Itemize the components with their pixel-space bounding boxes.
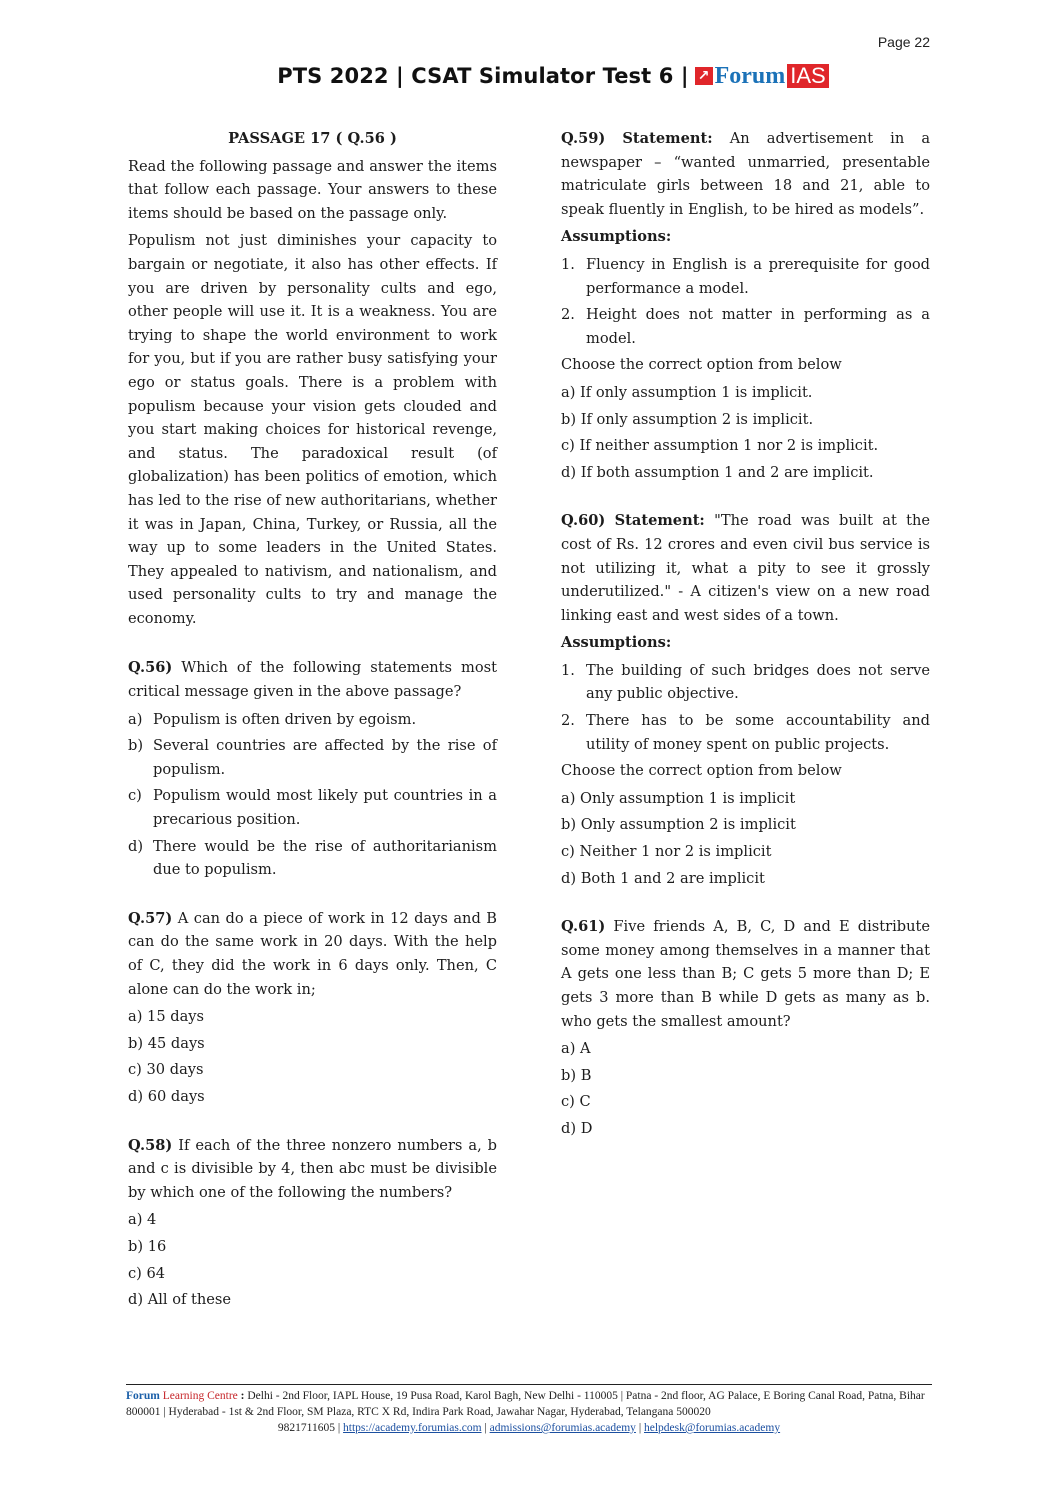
option-a[interactable]: a) 4 [128,1211,157,1229]
assumptions-label: Assumptions: [561,634,672,652]
question-61 [561,915,930,1140]
page-header [0,64,1058,88]
option-d[interactable]: d) 60 days [128,1087,205,1105]
question-text: If each of the three nonzero numbers a, b and c is divisible by 4, then abc must be divisible by which one of the following the numbers? [128,1136,497,1201]
option-b[interactable]: b) B [561,1066,592,1084]
assumption-2: 2. There has to be some accountability and utility of money spent on public projects. [561,712,930,753]
forumias-logo [695,64,829,88]
logo-forum-text: Forum [714,63,786,89]
option-c[interactable]: c) Populism would most likely put countries in a precarious position. [128,787,497,829]
choose-label: Choose the correct option from below [561,356,842,374]
option-b[interactable]: b) 45 days [128,1034,205,1052]
question-59 [561,127,930,484]
choose-label: Choose the correct option from below [561,762,842,780]
question-58 [128,1134,497,1312]
question-number: Q.60) [561,512,606,530]
footer-brand-learning-centre: Learning Centre [159,1390,238,1402]
footer-brand-forum: Forum [126,1390,160,1402]
question-text: Five friends A, B, C, D and E distribute some money among themselves in a manner that A gets one less than B; C gets 5 more than D; E gets 3 more than B while D gets as many as b. who gets the smallest amount? [561,918,930,1030]
footer-address-block: Forum Learning Centre : Delhi - 2nd Floor, IAPL House, 19 Pusa Road, Karol Bagh, New Delhi - 110005 | Patna - 2nd floor, AG Palace, E Boring Canal Road, Patna, Bihar 800001 | Hyderabad - 1st & 2nd Floor, SM Plaza, RTC X Rd, Indira Park Road, Jawahar Nagar, Hyderabad, Telangana 500020 [126,1390,925,1418]
passage-heading: PASSAGE 17 ( Q.56 ) [228,130,397,147]
footer-website-link[interactable]: https://academy.forumias.com [343,1422,482,1434]
arrow-icon: ↗ [695,67,713,85]
footer-helpdesk-email-link[interactable]: helpdesk@forumias.academy [644,1422,781,1434]
option-c[interactable]: c) Neither 1 nor 2 is implicit [561,843,772,861]
question-57 [128,907,497,1109]
right-column [561,127,930,1144]
option-c[interactable]: c) 64 [128,1264,166,1282]
option-d[interactable]: d) All of these [128,1291,232,1309]
statement-text: "The road was built at the cost of Rs. 12 crores and even civil bus service is not utilizing it, what a pity to see it grossly underutilized." - A citizen's view on a new road linking east and west sides of a town. [561,512,931,624]
question-60 [561,509,930,890]
option-c[interactable]: c) 30 days [128,1061,204,1079]
option-b[interactable]: b) 16 [128,1237,167,1255]
option-c[interactable]: c) If neither assumption 1 nor 2 is implicit. [561,437,879,455]
option-a[interactable]: a) 15 days [128,1008,205,1026]
option-b[interactable]: b) Only assumption 2 is implicit [561,816,796,834]
option-d[interactable]: d) D [561,1119,593,1137]
left-column [128,127,497,1315]
page-number: Page 22 [877,34,930,50]
option-b[interactable]: b) Several countries are affected by the rise of populism. [128,737,497,778]
footer-address: Delhi - 2nd Floor, IAPL House, 19 Pusa Road, Karol Bagh, New Delhi - 110005 | Patna - 2nd floor, AG Palace, E Boring Canal Road, Patna, Bihar 800001 | Hyderabad - 1st & 2nd Floor, SM Plaza, RTC X Rd, Indira Park Road, Jawahar Nagar, Hyderabad, Telangana 500020 [126,1390,925,1418]
option-a[interactable]: a) Only assumption 1 is implicit [561,789,796,807]
statement-text: An advertisement in a newspaper – “wanted unmarried, presentable matriculate girls between 18 and 21, able to speak fluently in English, to be hired as models”. [561,130,931,218]
option-c[interactable]: c) C [561,1093,591,1111]
option-d[interactable]: d) If both assumption 1 and 2 are implicit. [561,463,874,481]
question-text: Which of the following statements most critical message given in the above passage? [128,659,497,701]
page-title: PTS 2022 | CSAT Simulator Test 6 | [277,64,689,88]
question-number: Q.58) [128,1136,173,1154]
logo-ias-text: IAS [787,64,828,88]
question-number: Q.57) [128,909,173,927]
assumption-1: 1. The building of such bridges does not serve any public objective. [561,661,930,703]
option-d[interactable]: d) Both 1 and 2 are implicit [561,869,765,887]
question-number: Q.59) [561,130,606,147]
assumption-2: 2. Height does not matter in performing as a model. [561,306,930,347]
question-number: Q.61) [561,918,606,936]
footer-phone: 9821711605 [277,1422,335,1434]
footer-admissions-email-link[interactable]: admissions@forumias.academy [489,1422,636,1434]
option-d[interactable]: d) There would be the rise of authoritarianism due to populism. [128,837,497,879]
assumptions-label: Assumptions: [561,228,672,246]
passage-instructions: Read the following passage and answer the items that follow each passage. Your answers to these items should be based on the passage only. [128,157,497,222]
option-a[interactable]: a) If only assumption 1 is implicit. [561,383,813,401]
statement-label: Statement: [614,512,705,530]
option-a[interactable]: a) Populism is often driven by egoism. [128,710,417,728]
footer-contact-line: 9821711605 | https://academy.forumias.com | admissions@forumias.academy | helpdesk@forumias.academy [277,1422,781,1434]
page-footer [126,1384,932,1436]
question-number: Q.56) [128,659,173,677]
assumption-1: 1. Fluency in English is a prerequisite for good performance a model. [561,255,930,297]
option-a[interactable]: a) A [561,1040,591,1058]
question-56 [128,656,497,881]
question-text: A can do a piece of work in 12 days and B can do the same work in 20 days. With the help of C, they did the work in 6 days only. Then, C alone can do the work in; [128,909,497,998]
passage-text: Populism not just diminishes your capacity to bargain or negotiate, it also has other effects. If you are driven by personality cults and ego, other people will use it. It is a weakness. You are trying to shape the world environment to work for you, but if you are rather busy satisfying your ego or status goals. There is a problem with populism because your vision gets clouded and you start making choices for historical revenge, and status. The paradoxical result (of globalization) has been politics of emotion, which has led to the rise of new authoritarians, whether it was in Japan, China, Turkey, or Russia, all the way up to some leaders in the United States. They appealed to nativism, and nationalism, and used personality cults to try and manage the economy. [128,232,497,627]
statement-label: Statement: [622,130,713,147]
option-b[interactable]: b) If only assumption 2 is implicit. [561,410,814,428]
